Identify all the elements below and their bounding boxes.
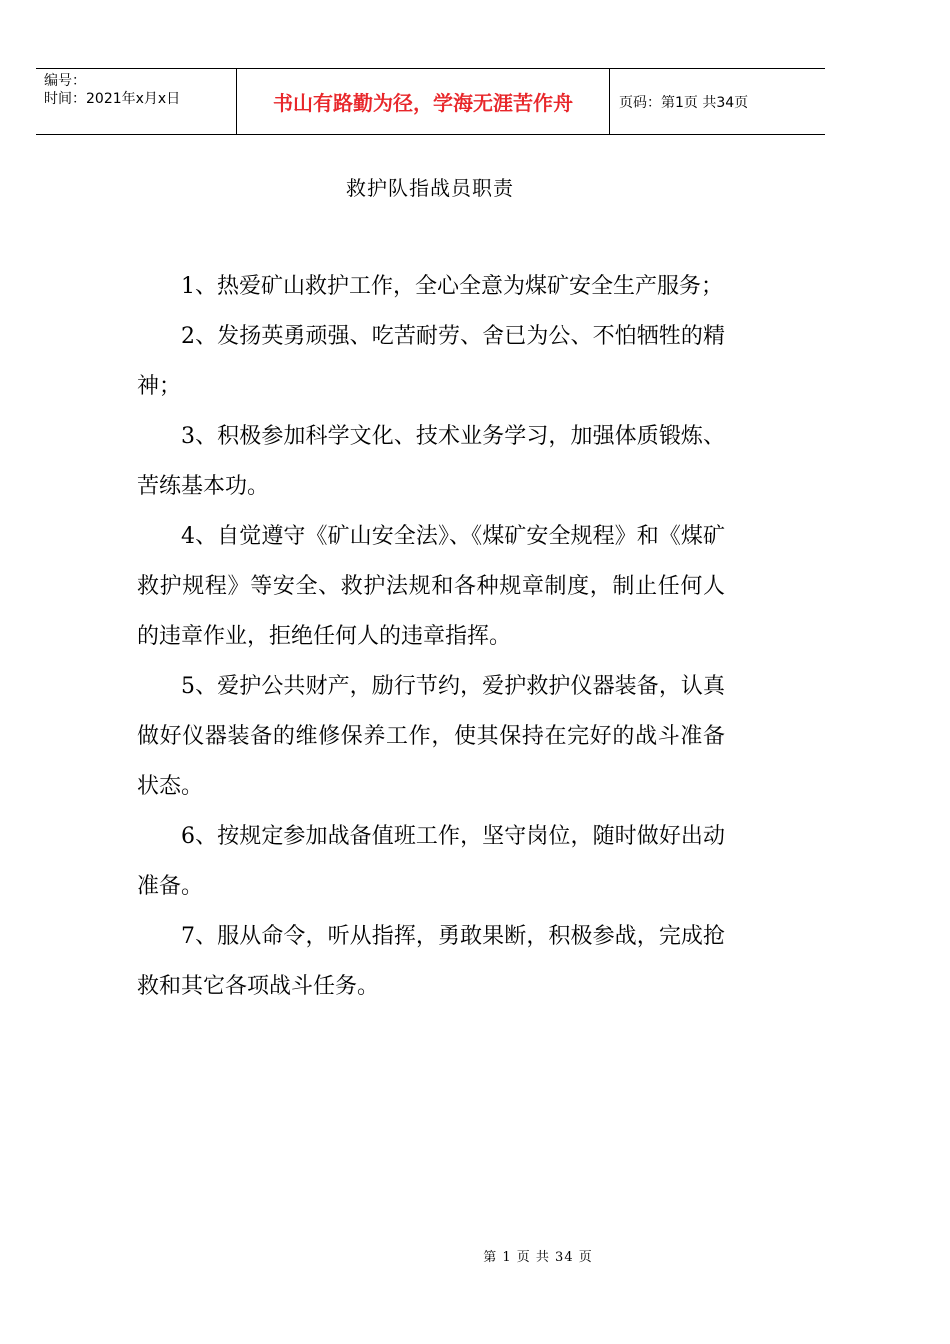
motto-text: 书山有路勤为径，学海无涯苦作舟 (273, 91, 573, 115)
paragraph-5: 5、爱护公共财产，励行节约，爱护救护仪器装备，认真做好仪器装备的维修保养工作，使其保持在完好的战斗准备状态。 (137, 674, 725, 799)
paragraph-2: 2、发扬英勇顽强、吃苦耐劳、舍已为公、不怕牺牲的精神； (137, 324, 725, 399)
paragraph-4: 4、自觉遵守《矿山安全法》、《煤矿安全规程》和《煤矿救护规程》等安全、救护法规和各种规章制度，制止任何人的违章作业，拒绝任何人的违章指挥。 (137, 524, 725, 649)
page-footer: 第 1 页 共 34 页 (483, 1250, 593, 1265)
paragraph-6: 6、按规定参加战备值班工作，坚守岗位，随时做好出动准备。 (137, 824, 725, 899)
paragraph-3: 3、积极参加科学文化、技术业务学习，加强体质锻炼、苦练基本功。 (137, 424, 725, 499)
header-meta-cell (36, 69, 237, 134)
number-label: 编号： (44, 73, 86, 89)
document-body (137, 262, 725, 1012)
page-info: 页码：第1页 共34页 (619, 94, 749, 111)
header-page-cell (610, 69, 825, 134)
header-motto-cell (237, 69, 610, 134)
document-title: 救护队指战员职责 (346, 176, 514, 200)
paragraph-7: 7、服从命令，听从指挥，勇敢果断，积极参战，完成抢救和其它各项战斗任务。 (137, 924, 725, 999)
time-label: 时间：2021年x月x日 (44, 91, 181, 107)
paragraph-1: 1、热爱矿山救护工作，全心全意为煤矿安全生产服务； (181, 274, 723, 299)
header-table (36, 68, 825, 135)
